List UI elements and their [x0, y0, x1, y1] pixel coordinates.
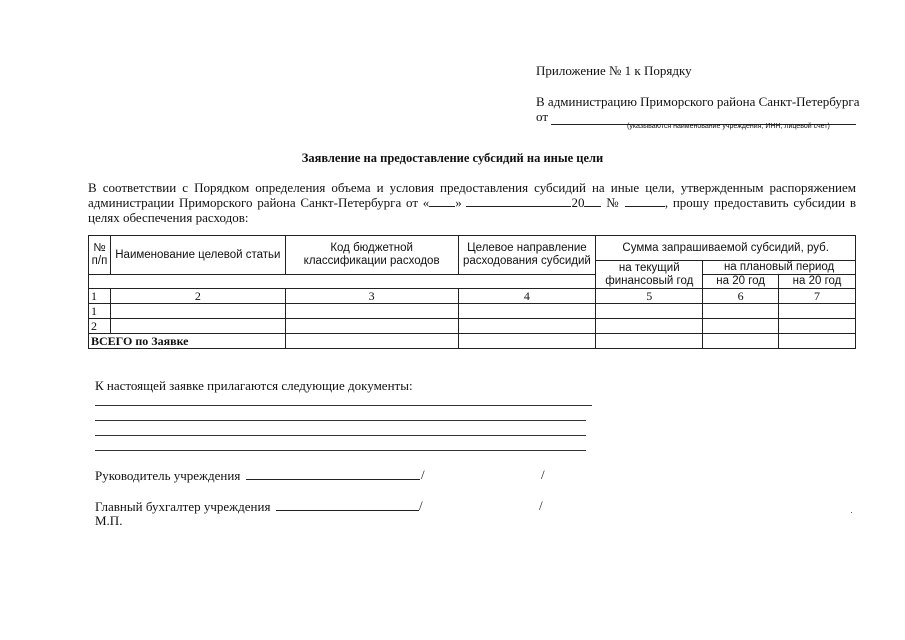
number-blank[interactable] — [625, 195, 665, 207]
column-number: 2 — [110, 289, 285, 304]
row-current-cell[interactable] — [596, 319, 703, 334]
attachment-line[interactable] — [95, 435, 586, 436]
table-row — [89, 319, 856, 334]
year-blank[interactable] — [584, 195, 601, 207]
paragraph-text-5: , прошу предоставить субсидии в целях обеспечения расходов: — [88, 195, 857, 225]
table-row — [89, 304, 856, 319]
header-spacer — [89, 275, 596, 289]
column-number: 4 — [458, 289, 596, 304]
total-label: ВСЕГО по Заявке — [89, 334, 286, 349]
header-num: № п/п — [89, 236, 111, 275]
row-year1-cell[interactable] — [703, 319, 779, 334]
accountant-slash-2: / — [539, 498, 543, 513]
head-signature-line[interactable] — [246, 467, 420, 480]
row-direction-cell[interactable] — [458, 304, 596, 319]
addressee-label: В администрацию Приморского района Санкт-Петербурга — [536, 94, 860, 109]
appendix-label: Приложение № 1 к Порядку — [536, 63, 692, 78]
day-blank[interactable] — [429, 195, 455, 207]
total-year1-cell[interactable] — [703, 334, 779, 349]
accountant-slash-1: / — [419, 498, 423, 513]
column-number: 6 — [703, 289, 779, 304]
row-current-cell[interactable] — [596, 304, 703, 319]
accountant-signature-line[interactable] — [276, 498, 419, 511]
row-name-cell[interactable] — [110, 319, 285, 334]
from-hint: (указываются наименование учреждения, ИНН, лицевой счет) — [627, 123, 830, 130]
total-code-cell[interactable] — [285, 334, 458, 349]
subsidy-table — [88, 235, 856, 349]
header-name: Наименование целевой статьи — [110, 236, 285, 275]
accountant-signature-row — [95, 498, 419, 515]
header-sum: Сумма запрашиваемой субсидий, руб. — [596, 236, 856, 261]
head-slash-1: / — [421, 467, 425, 482]
row-year2-cell[interactable] — [779, 304, 856, 319]
month-blank[interactable] — [466, 195, 571, 207]
attachments-label: К настоящей заявке прилагаются следующие документы: — [95, 378, 413, 393]
column-number: 7 — [779, 289, 856, 304]
row-code-cell[interactable] — [285, 304, 458, 319]
row-name-cell[interactable] — [110, 304, 285, 319]
row-year2-cell[interactable] — [779, 319, 856, 334]
header-planned-period: на плановый период — [703, 261, 856, 275]
column-number: 5 — [596, 289, 703, 304]
column-number-row — [89, 289, 856, 304]
stamp-label: М.П. — [95, 513, 123, 528]
paragraph-text-2: » — [455, 195, 462, 210]
row-number: 1 — [89, 304, 111, 319]
attachment-line[interactable] — [95, 420, 586, 421]
total-direction-cell[interactable] — [458, 334, 596, 349]
attachment-line[interactable] — [95, 450, 586, 451]
row-year1-cell[interactable] — [703, 304, 779, 319]
column-number: 3 — [285, 289, 458, 304]
total-current-cell[interactable] — [596, 334, 703, 349]
row-direction-cell[interactable] — [458, 319, 596, 334]
head-slash-2: / — [541, 467, 545, 482]
header-current-year: на текущий финансовый год — [596, 261, 703, 289]
row-number: 2 — [89, 319, 111, 334]
head-signature-row — [95, 467, 420, 484]
header-year-2: на 20 год — [779, 275, 856, 289]
header-code: Код бюджетной классификации расходов — [285, 236, 458, 275]
accountant-label: Главный бухгалтер учреждения — [95, 499, 271, 514]
header-year-1: на 20 год — [703, 275, 779, 289]
scan-speck — [851, 512, 852, 513]
row-code-cell[interactable] — [285, 319, 458, 334]
paragraph-text-3: 20 — [571, 195, 585, 210]
total-year2-cell[interactable] — [779, 334, 856, 349]
from-label: от — [536, 109, 549, 124]
document-title: Заявление на предоставление субсидий на иные цели — [301, 151, 604, 165]
total-row — [89, 334, 856, 349]
paragraph-text-1: В соответствии с Порядком определения объема и условия предоставления субсидий на иные цели, утвержденным распоряжением администрации Приморского района Санкт-Петербурга от « — [88, 180, 856, 210]
attachment-line[interactable] — [95, 405, 592, 406]
paragraph-text-4: № — [606, 195, 621, 210]
head-label: Руководитель учреждения — [95, 468, 241, 483]
request-paragraph — [88, 180, 856, 225]
column-number: 1 — [89, 289, 111, 304]
header-direction: Целевое направление расходования субсидий — [458, 236, 596, 275]
